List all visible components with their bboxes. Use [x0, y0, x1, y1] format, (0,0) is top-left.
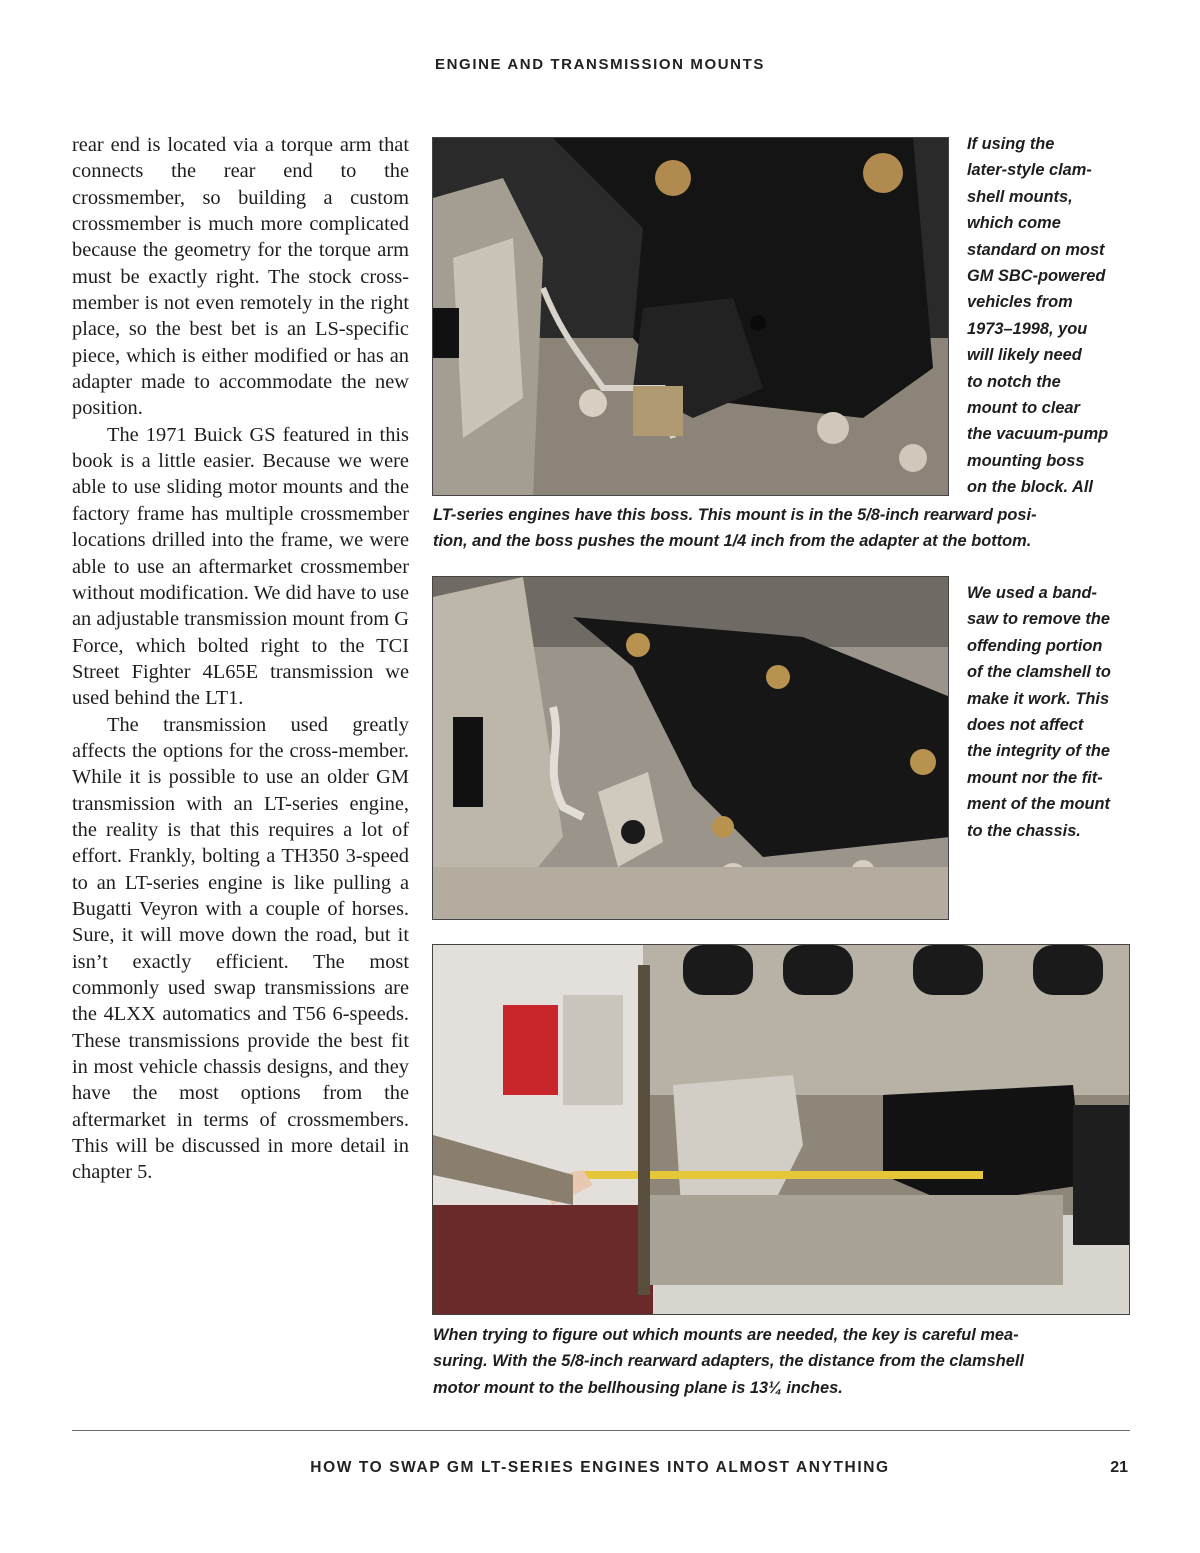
- caption-line: If using the: [967, 135, 1055, 153]
- caption-line: later-style clam-: [967, 161, 1092, 180]
- caption-line: motor mount to the bellhousing plane is 13¼ inches.: [433, 1378, 843, 1397]
- caption-figure-1: [967, 131, 1137, 501]
- body-paragraph: The transmission used greatly affects the options for the cross-member. While it is possible to use an older GM transmission with an LT-series engine, the reality is that this requires a lot of effort. Frankly, bolting a TH350 3-speed to an LT-series engine is like pulling a Bugatti Veyron with a couple of horses. Sure, it will move down the road, but it isn’t exactly efficient. The most commonly used swap transmissions are the 4LXX automatics and T56 6-speeds. These transmissions provide the best fit in most vehicle chassis designs, and they have the most options from the aftermarket in terms of crossmembers. This will be discussed in more detail in chapter 5.: [72, 713, 409, 1184]
- running-head: ENGINE AND TRANSMISSION MOUNTS: [435, 56, 765, 73]
- caption-figure-2: [967, 580, 1137, 844]
- caption-line: mount to clear: [967, 399, 1080, 418]
- caption-line: When trying to figure out which mounts are needed, the key is careful mea-: [433, 1326, 1019, 1344]
- caption-line: We used a band-: [967, 584, 1097, 602]
- body-text-column: [72, 132, 409, 1186]
- caption-line: to notch the: [967, 372, 1061, 391]
- footer-book-title: HOW TO SWAP GM LT-SERIES ENGINES INTO ALMOST ANYTHING: [310, 1459, 890, 1476]
- caption-line: LT-series engines have this boss. This mount is in the 5/8-inch rearward posi-: [433, 506, 1037, 524]
- caption-line: which come: [967, 214, 1061, 233]
- caption-line: vehicles from: [967, 293, 1073, 312]
- photo-clamshell-mount: [432, 137, 949, 496]
- caption-figure-3: [433, 1322, 1133, 1401]
- caption-line: suring. With the 5/8-inch rearward adapters, the distance from the clamshell: [433, 1352, 1024, 1371]
- body-paragraph: The 1971 Buick GS featured in this book is a little easier. Because we were able to use sliding motor mounts and the factory frame has multiple crossmember locations drilled into the frame, we were able to use an aftermarket crossmember without modification. We did have to use an adjustable transmission mount from G Force, which bolted right to the TCI Street Fighter 4L65E transmission we used behind the LT1.: [72, 423, 409, 710]
- caption-line: tion, and the boss pushes the mount 1/4 inch from the adapter at the bottom.: [433, 532, 1032, 551]
- caption-line: standard on most: [967, 240, 1105, 259]
- caption-line: saw to remove the: [967, 610, 1111, 629]
- body-paragraph: rear end is located via a torque arm that connects the rear end to the crossmember, so building a custom crossmember is much more complicated because the geometry for the torque arm must be exactly right. The stock cross-member is not even remotely in the right place, so the best bet is an LS-specific piece, which is either modified or has an adapter made to accommodate the new position.: [72, 134, 409, 420]
- caption-line: does not affect: [967, 716, 1084, 735]
- caption-line: mount nor the fit-: [967, 768, 1103, 787]
- page-number: 21: [1110, 1459, 1128, 1476]
- caption-line: GM SBC-powered: [967, 267, 1106, 286]
- caption-line: mounting boss: [967, 451, 1085, 470]
- caption-line: on the block. All: [967, 478, 1093, 497]
- footer-rule: [72, 1430, 1130, 1431]
- caption-figure-1-continued: [433, 502, 1133, 555]
- photo-notched-clamshell: [432, 576, 949, 920]
- caption-line: make it work. This: [967, 689, 1110, 708]
- caption-line: shell mounts,: [967, 187, 1073, 206]
- caption-line: offending portion: [967, 636, 1103, 655]
- caption-line: will likely need: [967, 346, 1082, 365]
- photo-measuring-mount: [432, 944, 1130, 1315]
- caption-line: the integrity of the: [967, 742, 1110, 761]
- caption-line: ment of the mount: [967, 795, 1110, 814]
- caption-line: of the clamshell to: [967, 663, 1111, 682]
- caption-line: to the chassis.: [967, 821, 1081, 840]
- caption-line: 1973–1998, you: [967, 319, 1088, 338]
- caption-line: the vacuum-pump: [967, 425, 1109, 444]
